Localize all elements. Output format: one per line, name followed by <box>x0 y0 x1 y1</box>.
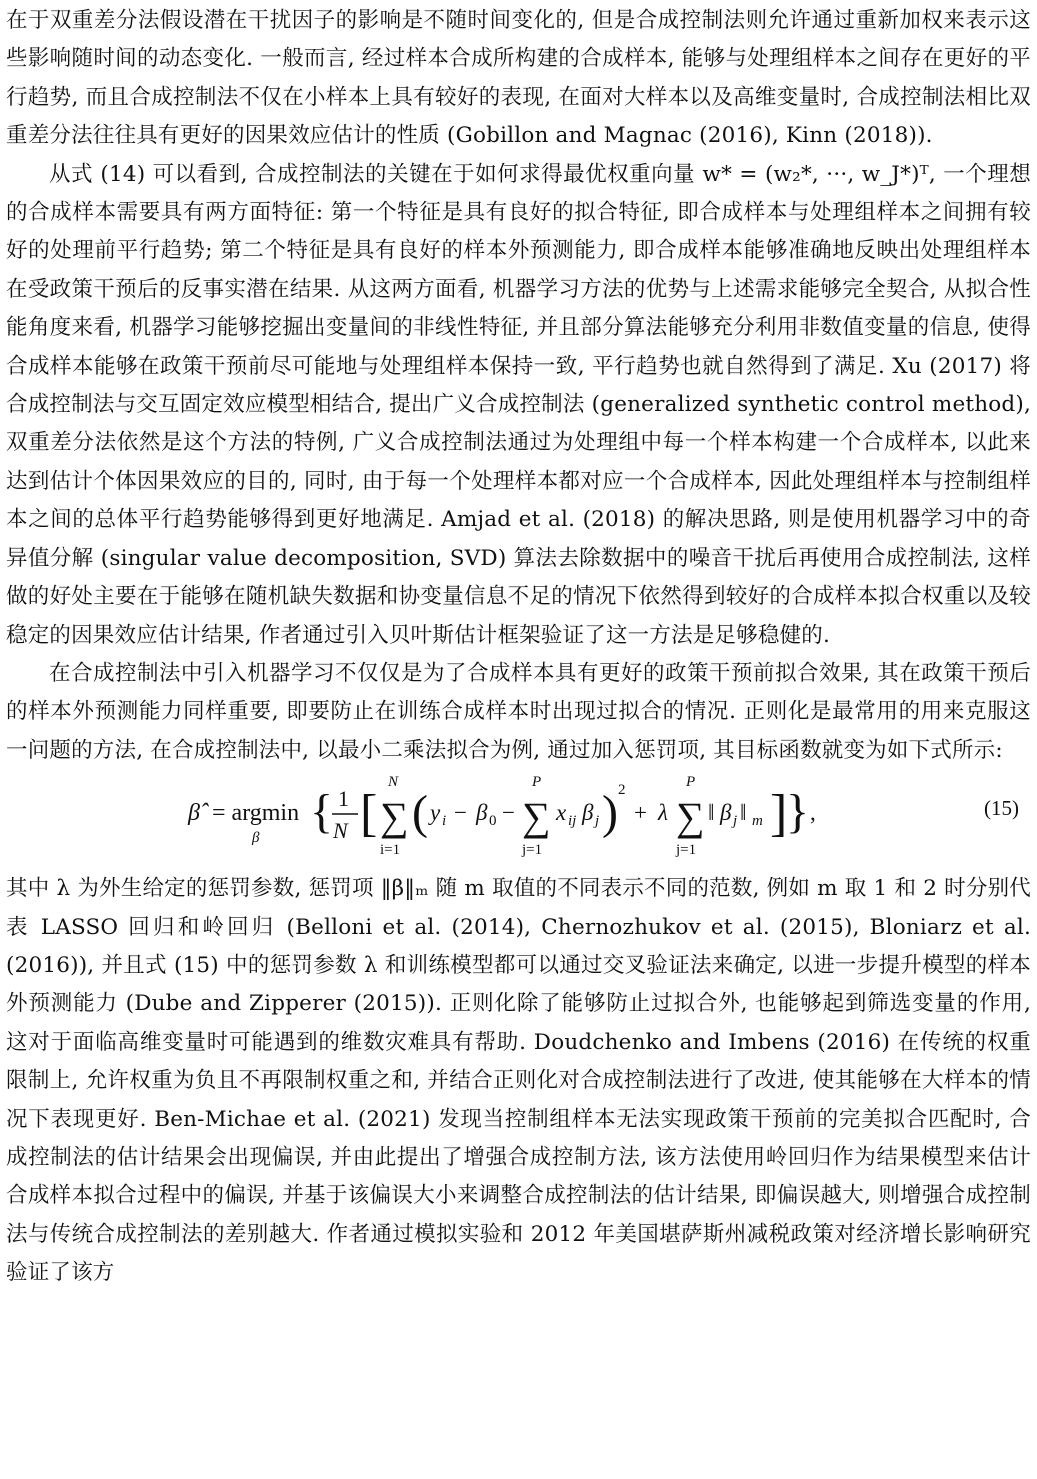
paper-page <box>0 2 1037 1479</box>
lambda: λ <box>658 800 668 826</box>
right-paren: ) <box>602 786 618 840</box>
norm-left: ‖ <box>708 800 715 826</box>
equation-comma: , <box>810 800 816 826</box>
sum3-sigma: ∑ <box>676 794 705 840</box>
paragraph-continued: 在于双重差分法假设潜在干扰因子的影响是不随时间变化的, 但是合成控制法则允许通过重新加权来表示这些影响随时间的动态变化. 一般而言, 经过样本合成所构建的合成样本, 能够与处理组样本之间存在更好的平行趋势, 而且合成控制法不仅在小样本上具有较好的表现, 在面对大样本以及高维变量时, 合成控制法相比双重差分法往往具有更好的因果效应估计的性质 (Gobillon and Magnac (2016), Kinn (2018)). <box>6 8 1031 149</box>
term-beta0: β <box>476 800 488 826</box>
equation-body <box>186 770 866 870</box>
argmin-subscript: β <box>252 830 260 847</box>
minus-1: − <box>454 800 467 826</box>
equation-15 <box>6 770 1031 870</box>
norm-beta-sub: j <box>733 813 738 830</box>
left-paren: ( <box>412 786 428 840</box>
paragraph-regularization-discussion: 其中 λ 为外生给定的惩罚参数, 惩罚项 ‖β‖ₘ 随 m 取值的不同表示不同的范数, 例如 m 取 1 和 2 时分别代表 LASSO 回归和岭回归 (Belloni et al. (2014), Chernozhukov et al. (2015), Bloniarz et al. (2016)), 并且式 (15) 中的惩罚参数 λ 和训练模型都可以通过交叉验证法来确定, 以进一步提升模型的样本外预测能力 (Dube and Zipperer (2015)). 正则化除了能够防止过拟合外, 也能够起到筛选变量的作用, 这对于面临高维变量时可能遇到的维数灾难具有帮助. Doudchenko and Imbens (2016) 在传统的权重限制上, 允许权重为负且不再限制权重之和, 并结合正则化对合成控制法进行了改进, 使其能够在大样本的情况下表现更好. Ben-Michae et al. (2021) 发现当控制组样本无法实现政策干预前的完美拟合匹配时, 合成控制法的估计结果会出现偏误, 并由此提出了增强合成控制方法, 该方法使用岭回归作为结果模型来估计合成样本拟合过程中的偏误, 并基于该偏误大小来调整合成控制法的估计结果, 即偏误越大, 则增强合成控制法与传统合成控制法的差别越大. 作者通过模拟实验和 2012 年美国堪萨斯州减税政策对经济增长影响研究验证了该方 <box>6 876 1031 1286</box>
equation-formula <box>186 770 866 870</box>
term-y-sub: i <box>442 813 447 830</box>
term-y: y <box>430 800 441 826</box>
sum3-lower: j=1 <box>676 842 697 859</box>
paragraph-regularization-intro: 在合成控制法中引入机器学习不仅仅是为了合成样本具有更好的政策干预前拟合效果, 其在政策干预后的样本外预测能力同样重要, 即要防止在训练合成样本时出现过拟合的情况. 正则化是最常用的用来克服这一问题的方法, 在合成控制法中, 以最小二乘法拟合为例, 通过加入惩罚项, 其目标函数就变为如下式所示: <box>6 660 1031 763</box>
square-exponent: 2 <box>618 782 626 799</box>
sum1-upper: N <box>388 774 399 791</box>
paragraph-synthetic-weights: 从式 (14) 可以看到, 合成控制法的关键在于如何求得最优权重向量 w* = (w₂*, ···, w_J*)ᵀ, 一个理想的合成样本需要具有两方面特征: 第一个特征是具有良好的拟合特征, 即合成样本与处理组样本之间拥有较好的处理前平行趋势; 第二个特征是具有良好的样本外预测能力, 即合成样本能够准确地反映出处理组样本在受政策干预后的反事实潜在结果. 从这两方面看, 机器学习方法的优势与上述需求能够完全契合, 从拟合性能角度来看, 机器学习能够挖掘出变量间的非线性特征, 并且部分算法能够充分利用非数值变量的信息, 使得合成样本能够在政策干预前尽可能地与处理组样本保持一致, 平行趋势也就自然得到了满足. Xu (2017) 将合成控制法与交互固定效应模型相结合, 提出广义合成控制法 (generalized synthetic control method), 双重差分法依然是这个方法的特例, 广义合成控制法通过为处理组中每一个样本构建一个合成样本, 以此来达到估计个体因果效应的目的, 同时, 由于每一个处理样本都对应一个合成样本, 因此处理组样本与控制组样本之间的总体平行趋势能够得到更好地满足. Amjad et al. (2018) 的解决思路, 则是使用机器学习中的奇异值分解 (singular value decomposition, SVD) 算法去除数据中的噪音干扰后再使用合成控制法, 这样做的好处主要在于能够在随机缺失数据和协变量信息不足的情况下依然得到较好的合成样本拟合权重以及较稳定的因果效应估计结果, 作者通过引入贝叶斯估计框架验证了这一方法是足够稳健的. <box>6 161 1031 648</box>
term-x-sub: ij <box>568 813 577 830</box>
norm-sub-m: m <box>752 813 763 830</box>
term-betaj-sub: j <box>595 813 600 830</box>
beta-hat: β̂ <box>188 800 200 827</box>
fraction-numerator: 1 <box>338 786 349 812</box>
fraction-denominator: N <box>333 818 348 844</box>
sum1-sigma: ∑ <box>380 794 409 840</box>
right-brace: } <box>786 785 810 839</box>
sum3-upper: P <box>686 774 696 791</box>
sum2-lower: j=1 <box>522 842 543 859</box>
sum1-lower: i=1 <box>380 842 401 859</box>
right-bracket: ] <box>770 785 788 843</box>
norm-beta: β <box>720 800 732 826</box>
term-beta0-sub: 0 <box>489 813 497 830</box>
left-bracket: [ <box>360 785 378 843</box>
sum2-sigma: ∑ <box>522 794 551 840</box>
plus-sign: + <box>634 800 647 826</box>
equals-sign: = argmin <box>212 800 300 827</box>
term-betaj: β <box>582 800 594 826</box>
equation-number: (15) <box>984 796 1019 821</box>
sum2-upper: P <box>532 774 542 791</box>
minus-2: − <box>502 800 515 826</box>
left-brace: { <box>310 785 334 839</box>
norm-right: ‖ <box>740 800 747 826</box>
term-x: x <box>556 800 567 826</box>
